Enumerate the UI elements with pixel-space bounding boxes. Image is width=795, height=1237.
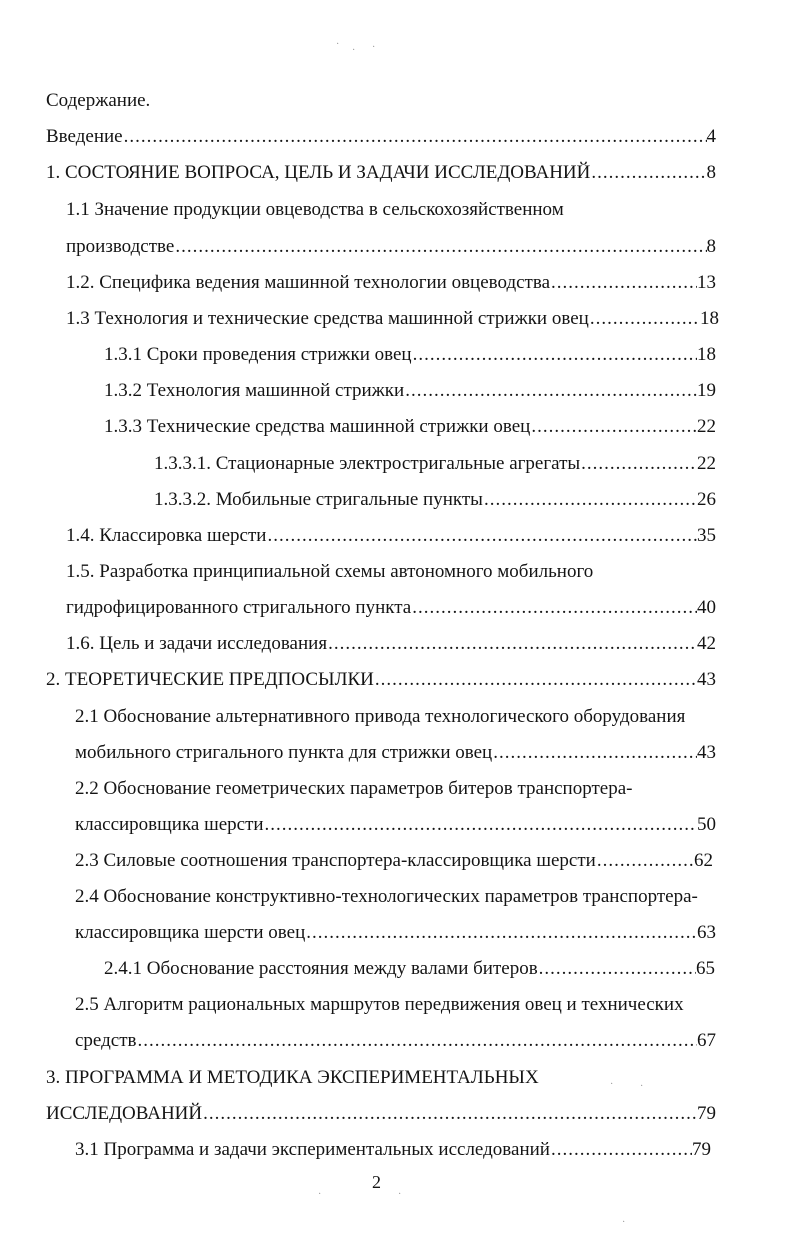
- toc-entry-page: 8: [706, 162, 716, 183]
- toc-entry-text: 3. ПРОГРАММА И МЕТОДИКА ЭКСПЕРИМЕНТАЛЬНЫХ: [46, 1067, 539, 1088]
- leader-dots: [374, 667, 697, 693]
- toc-entry-chapter-1: [46, 160, 716, 186]
- toc-entry-2-5-line2: [75, 1028, 716, 1054]
- toc-entry-text: ИССЛЕДОВАНИЙ: [46, 1103, 203, 1124]
- scan-speck: ·: [640, 1081, 644, 1092]
- leader-dots: [590, 160, 706, 186]
- toc-entry-1-5-line2: [66, 595, 716, 621]
- toc-entry-2-2-line2: [75, 812, 716, 838]
- toc-entry-text: 2.4 Обоснование конструктивно-технологических параметров транспортера-: [75, 886, 698, 907]
- scan-speck: ·: [318, 1189, 322, 1200]
- toc-entry-text: 2.2 Обоснование геометрических параметров битеров транспортера-: [75, 778, 633, 799]
- toc-entry-text: 2.5 Алгоритм рациональных маршрутов передвижения овец и технических: [75, 994, 684, 1015]
- leader-dots: [305, 920, 697, 946]
- toc-entry-text: 1.3.3.1. Стационарные электростригальные агрегаты: [154, 453, 581, 474]
- toc-entry-text: 3.1 Программа и задачи экспериментальных исследований: [75, 1139, 550, 1160]
- toc-entry-1-4: [66, 523, 716, 549]
- toc-entry-2-2-line1: [75, 776, 632, 802]
- toc-entry-page: 67: [697, 1030, 716, 1051]
- leader-dots: [202, 1101, 697, 1127]
- toc-entry-text: 1. СОСТОЯНИЕ ВОПРОСА, ЦЕЛЬ И ЗАДАЧИ ИССЛЕДОВАНИЙ: [46, 162, 591, 183]
- toc-entry-text: классировщика шерсти овец: [75, 922, 306, 943]
- leader-dots: [266, 523, 697, 549]
- toc-entry-text: 1.5. Разработка принципиальной схемы автономного мобильного: [66, 561, 594, 582]
- toc-entry-1-3: [66, 306, 719, 332]
- toc-entry-page: 43: [697, 742, 716, 763]
- toc-entry-text: производстве: [66, 236, 175, 257]
- scan-speck: ·: [336, 39, 340, 50]
- toc-entry-page: 13: [697, 272, 716, 293]
- leader-dots: [550, 270, 697, 296]
- toc-entry-text: 1.3.2 Технология машинной стрижки: [104, 380, 405, 401]
- scan-speck: ·: [398, 1189, 402, 1200]
- toc-entry-introduction: [46, 124, 716, 150]
- toc-entry-text: 1.3.3 Технические средства машинной стрижки овец: [104, 416, 531, 437]
- toc-entry-page: 22: [697, 416, 716, 437]
- leader-dots: [137, 1028, 698, 1054]
- toc-entry-page: 35: [697, 525, 716, 546]
- toc-entry-page: 42: [697, 633, 716, 654]
- scan-speck: ·: [352, 45, 356, 56]
- toc-entry-text: 1.2. Специфика ведения машинной технологии овцеводства: [66, 272, 550, 293]
- toc-entry-page: 43: [697, 669, 716, 690]
- toc-entry-1-3-2: [104, 378, 716, 404]
- leader-dots: [550, 1137, 692, 1163]
- toc-entry-page: 79: [692, 1139, 711, 1160]
- leader-dots: [580, 451, 697, 477]
- leader-dots: [483, 487, 697, 513]
- toc-entry-text: 1.3 Технология и технические средства машинной стрижки овец: [66, 308, 589, 329]
- toc-entry-1-3-3-2: [154, 487, 716, 513]
- leader-dots: [538, 956, 696, 982]
- toc-entry-page: 22: [697, 453, 716, 474]
- toc-entry-2-4-line2: [75, 920, 716, 946]
- toc-entry-1-2: [66, 270, 716, 296]
- toc-entry-text: Введение: [46, 126, 123, 147]
- leader-dots: [174, 234, 706, 260]
- leader-dots: [327, 631, 697, 657]
- leader-dots: [492, 740, 697, 766]
- toc-entry-2-1-line1: [75, 704, 685, 730]
- toc-entry-page: 18: [697, 344, 716, 365]
- toc-entry-text: гидрофицированного стригального пункта: [66, 597, 412, 618]
- toc-entry-1-3-3: [104, 414, 716, 440]
- leader-dots: [596, 848, 694, 874]
- leader-dots: [589, 306, 700, 332]
- toc-entry-2-4-1: [104, 956, 715, 982]
- toc-entry-text: 2.3 Силовые соотношения транспортера-классировщика шерсти: [75, 850, 596, 871]
- toc-entry-page: 4: [706, 126, 716, 147]
- toc-entry-1-5-line1: [66, 559, 593, 585]
- toc-entry-page: 8: [706, 236, 716, 257]
- toc-entry-page: 79: [697, 1103, 716, 1124]
- toc-entry-page: 62: [694, 850, 713, 871]
- toc-entry-text: 1.3.3.2. Мобильные стригальные пункты: [154, 489, 483, 510]
- leader-dots: [412, 342, 697, 368]
- leader-dots: [530, 414, 697, 440]
- leader-dots: [123, 124, 707, 150]
- toc-entry-1-1-line2: [66, 234, 716, 260]
- toc-entry-text: 1.4. Классировка шерсти: [66, 525, 267, 546]
- toc-entry-page: 50: [697, 814, 716, 835]
- toc-entry-page: 19: [697, 380, 716, 401]
- toc-entry-page: 63: [697, 922, 716, 943]
- toc-entry-text: классировщика шерсти: [75, 814, 264, 835]
- toc-heading: Содержание.: [46, 90, 151, 111]
- toc-entry-text: 1.6. Цель и задачи исследования: [66, 633, 328, 654]
- toc-entry-2-1-line2: [75, 740, 716, 766]
- toc-entry-2-3: [75, 848, 713, 874]
- toc-entry-text: мобильного стригального пункта для стрижки овец: [75, 742, 493, 763]
- toc-entry-1-3-3-1: [154, 451, 716, 477]
- toc-entry-chapter-2: [46, 667, 716, 693]
- leader-dots: [404, 378, 697, 404]
- toc-entry-page: 40: [697, 597, 716, 618]
- toc-entry-page: 18: [700, 308, 719, 329]
- toc-entry-2-5-line1: [75, 992, 684, 1018]
- toc-entry-text: средств: [75, 1030, 137, 1051]
- scan-speck: ·: [372, 42, 376, 53]
- leader-dots: [264, 812, 697, 838]
- toc-entry-1-3-1: [104, 342, 716, 368]
- scan-speck: ·: [622, 1217, 626, 1228]
- page-number: 2: [372, 1172, 381, 1192]
- toc-entry-1-1-line1: [66, 197, 564, 223]
- toc-entry-text: 1.3.1 Сроки проведения стрижки овец: [104, 344, 412, 365]
- toc-entry-text: 2. ТЕОРЕТИЧЕСКИЕ ПРЕДПОСЫЛКИ: [46, 669, 374, 690]
- leader-dots: [411, 595, 697, 621]
- toc-entry-text: 1.1 Значение продукции овцеводства в сельскохозяйственном: [66, 199, 564, 220]
- toc-entry-chapter-3-line1: [46, 1065, 539, 1091]
- toc-entry-text: 2.1 Обоснование альтернативного привода технологического оборудования: [75, 706, 686, 727]
- toc-entry-2-4-line1: [75, 884, 698, 910]
- toc-entry-page: 65: [696, 958, 715, 979]
- toc-entry-3-1: [75, 1137, 711, 1163]
- toc-entry-text: 2.4.1 Обоснование расстояния между валами битеров: [104, 958, 538, 979]
- toc-entry-1-6: [66, 631, 716, 657]
- toc-entry-chapter-3-line2: [46, 1101, 716, 1127]
- scan-speck: ·: [610, 1079, 614, 1090]
- toc-entry-page: 26: [697, 489, 716, 510]
